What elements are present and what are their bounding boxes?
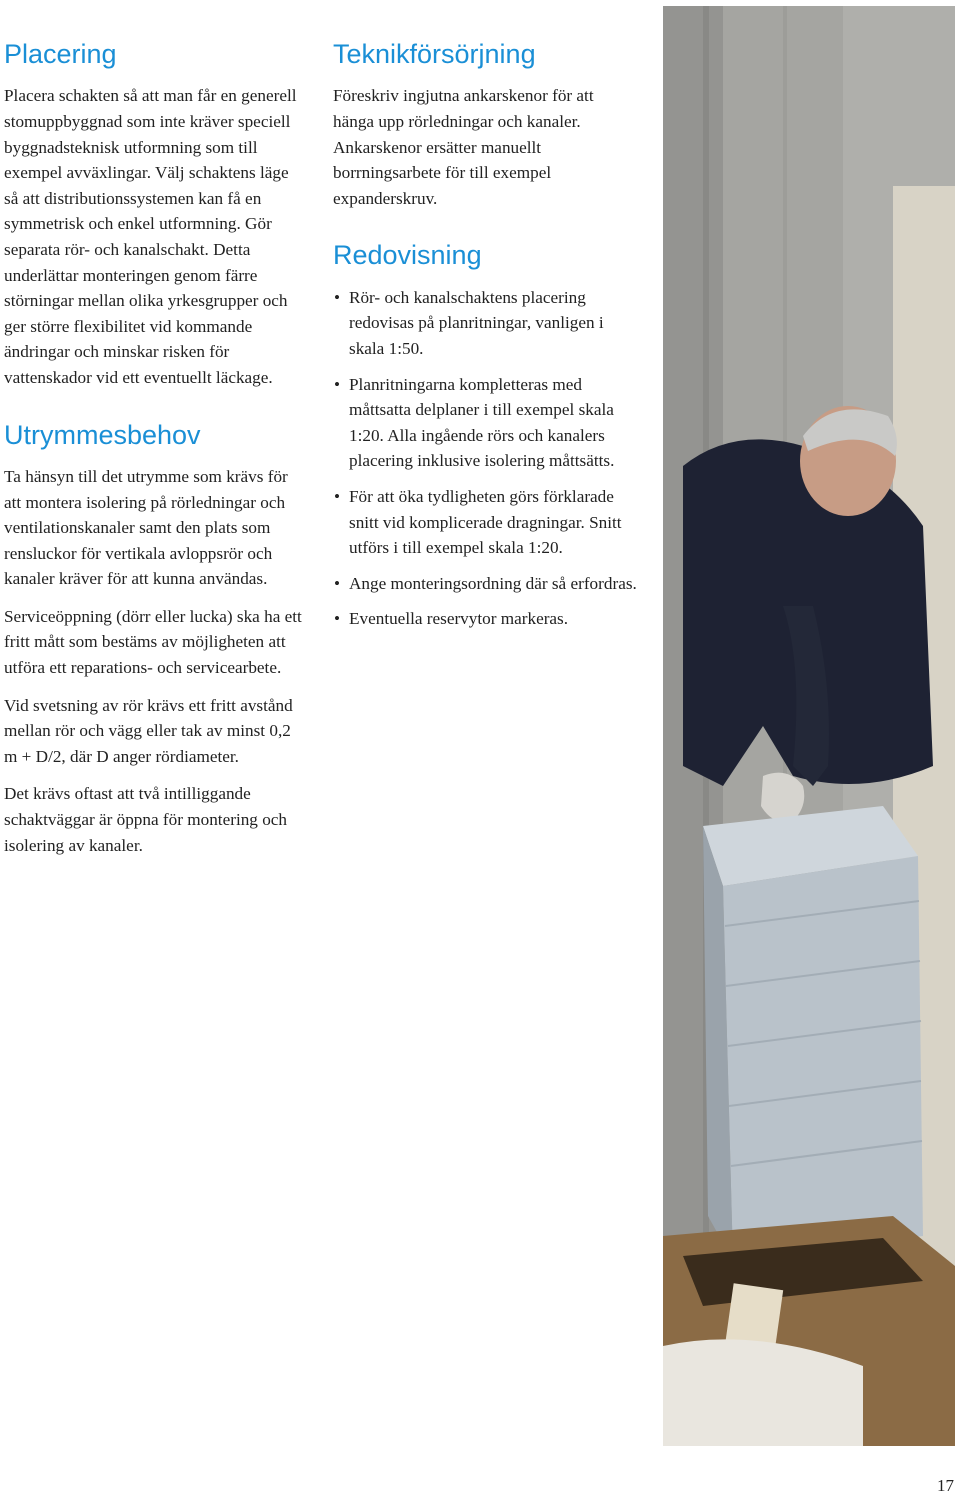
bullet-icon: • — [334, 486, 341, 506]
utrymmesbehov-paragraph-1: Ta hänsyn till det utrymme som krävs för att montera isolering på rörledningar och ventilationskanaler samt den plats som rensluckor för vertikala avloppsrör och kanaler kräver för att kunna användas. — [4, 466, 288, 589]
installation-photo — [663, 6, 955, 1446]
bullet-icon: • — [334, 374, 341, 394]
teknikforsorjning-heading: Teknikförsörjning — [333, 39, 536, 69]
placering-paragraph: Placera schakten så att man får en generell stomuppbyggnad som inte kräver speciell byggnadsteknisk utformning som till exempel avväxlingar. Välj schaktens läge så att distributionssystemen kan få en symmetrisk och enkel utformning. Gör separata rör- och kanalschakt. Detta underlättar monteringen genom färre störningar mellan olika yrkesgrupper och ger större flexibilitet vid kommande ändringar och minskar risken för vattenskador vid ett eventuellt läckage. — [4, 86, 297, 387]
placering-heading: Placering — [4, 39, 117, 69]
list-item: • Ange monteringsordning där så erfordras. — [333, 571, 638, 597]
list-item: • Planritningarna kompletteras med måttsatta delplaner i till exempel skala 1:20. Alla ingående rörs och kanalers placering inklusive isolering måttsätts. — [333, 372, 638, 474]
utrymmesbehov-heading: Utrymmesbehov — [4, 419, 201, 450]
utrymmesbehov-paragraph-2: Serviceöppning (dörr eller lucka) ska ha ett fritt mått som bestäms av möjligheten att utföra ett reparations- och servicearbete. — [4, 606, 302, 678]
utrymmesbehov-paragraph-4: Det krävs oftast att två intilliggande schaktväggar är öppna för montering och isolering av kanaler. — [4, 784, 288, 855]
middle-column — [333, 38, 638, 642]
teknikforsorjning-paragraph: Föreskriv ingjutna ankarskenor för att hänga upp rörledningar och kanaler. Ankarskenor ersätter manuellt borrningsarbete för till exempel expanderskruv. — [333, 86, 594, 208]
list-item: • Rör- och kanalschaktens placering redovisas på planritningar, vanligen i skala 1:50. — [333, 285, 638, 362]
list-item: • Eventuella reservytor markeras. — [333, 606, 638, 632]
bullet-icon: • — [334, 573, 341, 593]
left-column — [4, 38, 304, 870]
bullet-icon: • — [334, 287, 341, 307]
redovisning-heading: Redovisning — [333, 240, 482, 271]
redovisning-list — [333, 285, 638, 632]
list-item: • För att öka tydligheten görs förklarade snitt vid komplicerade dragningar. Snitt utförs i till exempel skala 1:20. — [333, 484, 638, 561]
page-number: 17 — [937, 1476, 954, 1495]
bullet-icon: • — [334, 609, 341, 629]
utrymmesbehov-paragraph-3: Vid svetsning av rör krävs ett fritt avstånd mellan rör och vägg eller tak av minst 0,2 m + D/2, där D anger rördiameter. — [4, 695, 293, 766]
